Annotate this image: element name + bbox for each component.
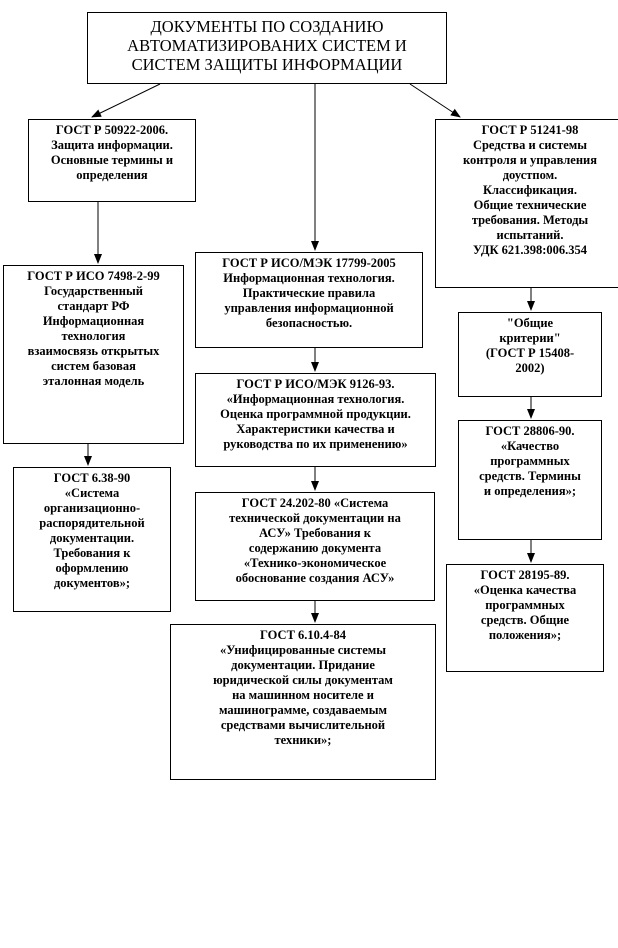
right-box-gost-28195: ГОСТ 28195-89. «Оценка качества программных средств. Общие положения»; [446, 564, 604, 672]
diagram-title: ДОКУМЕНТЫ ПО СОЗДАНИЮ АВТОМАТИЗИРОВАНИХ СИСТЕМ И СИСТЕМ ЗАЩИТЫ ИНФОРМАЦИИ [87, 12, 447, 84]
right-box-gost-28806: ГОСТ 28806-90. «Качество программных средств. Термины и определения»; [458, 420, 602, 540]
center-box-gost-24202: ГОСТ 24.202-80 «Система технической документации на АСУ» Требования к содержанию документа «Технико-экономическое обоснование создания АСУ» [195, 492, 435, 601]
arrow-title-to-left [92, 84, 160, 117]
left-box-gost-7498: ГОСТ Р ИСО 7498-2-99 Государственный стандарт РФ Информационная технология взаимосвязь открытых систем базовая эталонная модель [3, 265, 184, 444]
left-box-gost-638: ГОСТ 6.38-90 «Система организационно- распорядительной документации. Требования к оформлению документов»; [13, 467, 171, 612]
center-box-gost-9126: ГОСТ Р ИСО/МЭК 9126-93. «Информационная технология. Оценка программной продукции. Характеристики качества и руководства по их применению» [195, 373, 436, 467]
left-box-gost-50922: ГОСТ Р 50922-2006. Защита информации. Основные термины и определения [28, 119, 196, 202]
right-box-gost-51241: ГОСТ Р 51241-98 Средства и системы контроля и управления доустпом. Классификация. Общие технические требования. Методы испытаний. УДК 621.398:006.354 [435, 119, 618, 288]
center-box-gost-17799: ГОСТ Р ИСО/МЭК 17799-2005 Информационная технология. Практические правила управления информационной безопасностью. [195, 252, 423, 348]
center-box-gost-6104: ГОСТ 6.10.4-84 «Унифицированные системы документации. Придание юридической силы документам на машинном носителе и машинограмме, создаваемым средствами вычислительной техники»; [170, 624, 436, 780]
right-box-gost-15408: "Общие критерии" (ГОСТ Р 15408- 2002) [458, 312, 602, 397]
arrow-title-to-right [410, 84, 460, 117]
